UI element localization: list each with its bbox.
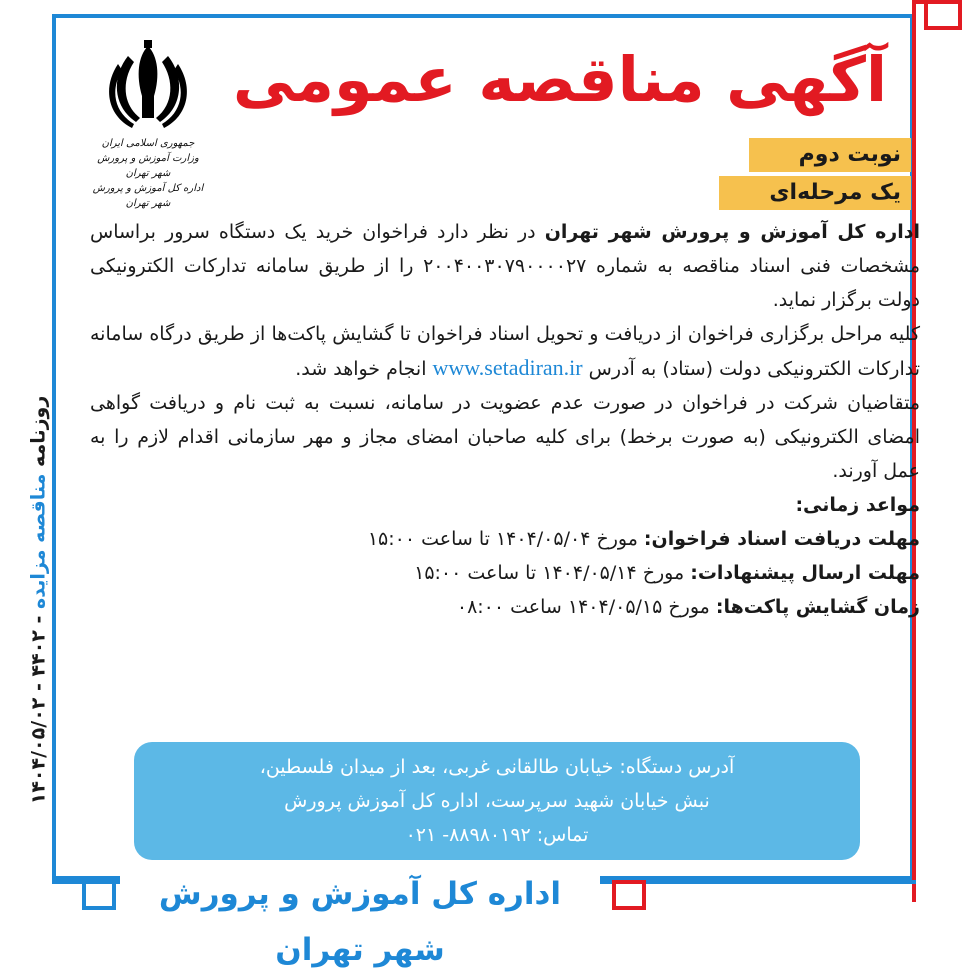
deadlines-heading: مواعد زمانی: xyxy=(795,494,920,516)
ad-body xyxy=(90,215,920,624)
emblem-line-2: وزارت آموزش و پرورش شهر تهران xyxy=(97,153,199,179)
round-tag: نوبت دوم xyxy=(749,138,911,172)
deadline-row xyxy=(90,590,920,624)
deadline-row xyxy=(90,556,920,590)
organization-name: اداره کل آموزش و پرورش شهر تهران xyxy=(544,221,921,243)
red-corner-square-bottom xyxy=(612,880,646,910)
deadline-value: مورخ ۱۴۰۴/۰۵/۱۴ تا ساعت ۱۵:۰۰ xyxy=(414,562,691,584)
address-box xyxy=(134,742,860,860)
paragraph-2-end: انجام خواهد شد. xyxy=(295,358,433,380)
side-caption xyxy=(18,395,58,805)
address-line-1: آدرس دستگاه: خیابان طالقانی غربی، بعد از میدان فلسطین، xyxy=(259,756,735,778)
ad-headline: آگهی مناقصه عمومی xyxy=(232,43,888,116)
issue-and-date: - ۴۴۰۲ - ۱۴۰۴/۰۵/۰۲ xyxy=(27,608,49,805)
emblem-icon xyxy=(98,36,198,136)
deadline-row xyxy=(90,522,920,556)
stage-tag: یک مرحله‌ای xyxy=(719,176,911,210)
deadline-value: مورخ ۱۴۰۴/۰۵/۱۵ ساعت ۰۸:۰۰ xyxy=(456,596,716,618)
red-corner-square xyxy=(924,0,962,30)
paragraph-1-text: در نظر دارد فراخوان خرید یک دستگاه سرور براساس مشخصات فنی اسناد مناقصه به شماره ۲۰۰۴۰۰۳۰۷۹۰۰۰۰۲۷ را از طریق سامانه تدارکات الکترونیکی دولت برگزار نماید. xyxy=(90,221,921,311)
paragraph-2 xyxy=(90,317,920,386)
deadline-label: مهلت ارسال پیشنهادات: xyxy=(690,562,920,584)
emblem-line-3: اداره کل آموزش و پرورش شهر تهران xyxy=(92,183,204,209)
paragraph-3: متقاضیان شرکت در فراخوان در صورت عدم عضویت در سامانه، نسبت به ثبت نام و دریافت گواهی امضای الکترونیکی (به صورت برخط) برای کلیه صاحبان امضای مجاز و مهر سازمانی اقدام لازم را به عمل آورند. xyxy=(90,392,920,482)
blue-corner-square xyxy=(82,880,116,910)
iran-emblem xyxy=(88,36,208,216)
contact-phone: تماس: ۸۸۹۸۰۱۹۲- ۰۲۱ xyxy=(405,824,589,846)
paragraph-1 xyxy=(90,215,920,317)
side-caption-text xyxy=(27,396,49,805)
address-line-2: نبش خیابان شهید سرپرست، اداره کل آموزش پرورش xyxy=(284,790,710,812)
paragraph-2-text: کلیه مراحل برگزاری فراخوان از دریافت و تحویل اسناد فراخوان تا گشایش پاکت‌ها از طریق درگاه سامانه تدارکات الکترونیکی دولت (ستاد) به آدرس xyxy=(90,323,920,380)
newspaper-prefix: روزنامه xyxy=(27,395,49,474)
newspaper-brand: مناقصه مزایده xyxy=(27,473,49,609)
deadline-label: زمان گشایش پاکت‌ها: xyxy=(715,596,920,618)
deadline-label: مهلت دریافت اسناد فراخوان: xyxy=(643,528,920,550)
deadline-value: مورخ ۱۴۰۴/۰۵/۰۴ تا ساعت ۱۵:۰۰ xyxy=(367,528,644,550)
emblem-line-1: جمهوری اسلامی ایران xyxy=(101,138,195,149)
setad-url-link[interactable]: www.setadiran.ir xyxy=(432,355,583,380)
footer-title: اداره کل آموزش و پرورش شهر تهران xyxy=(120,866,600,922)
